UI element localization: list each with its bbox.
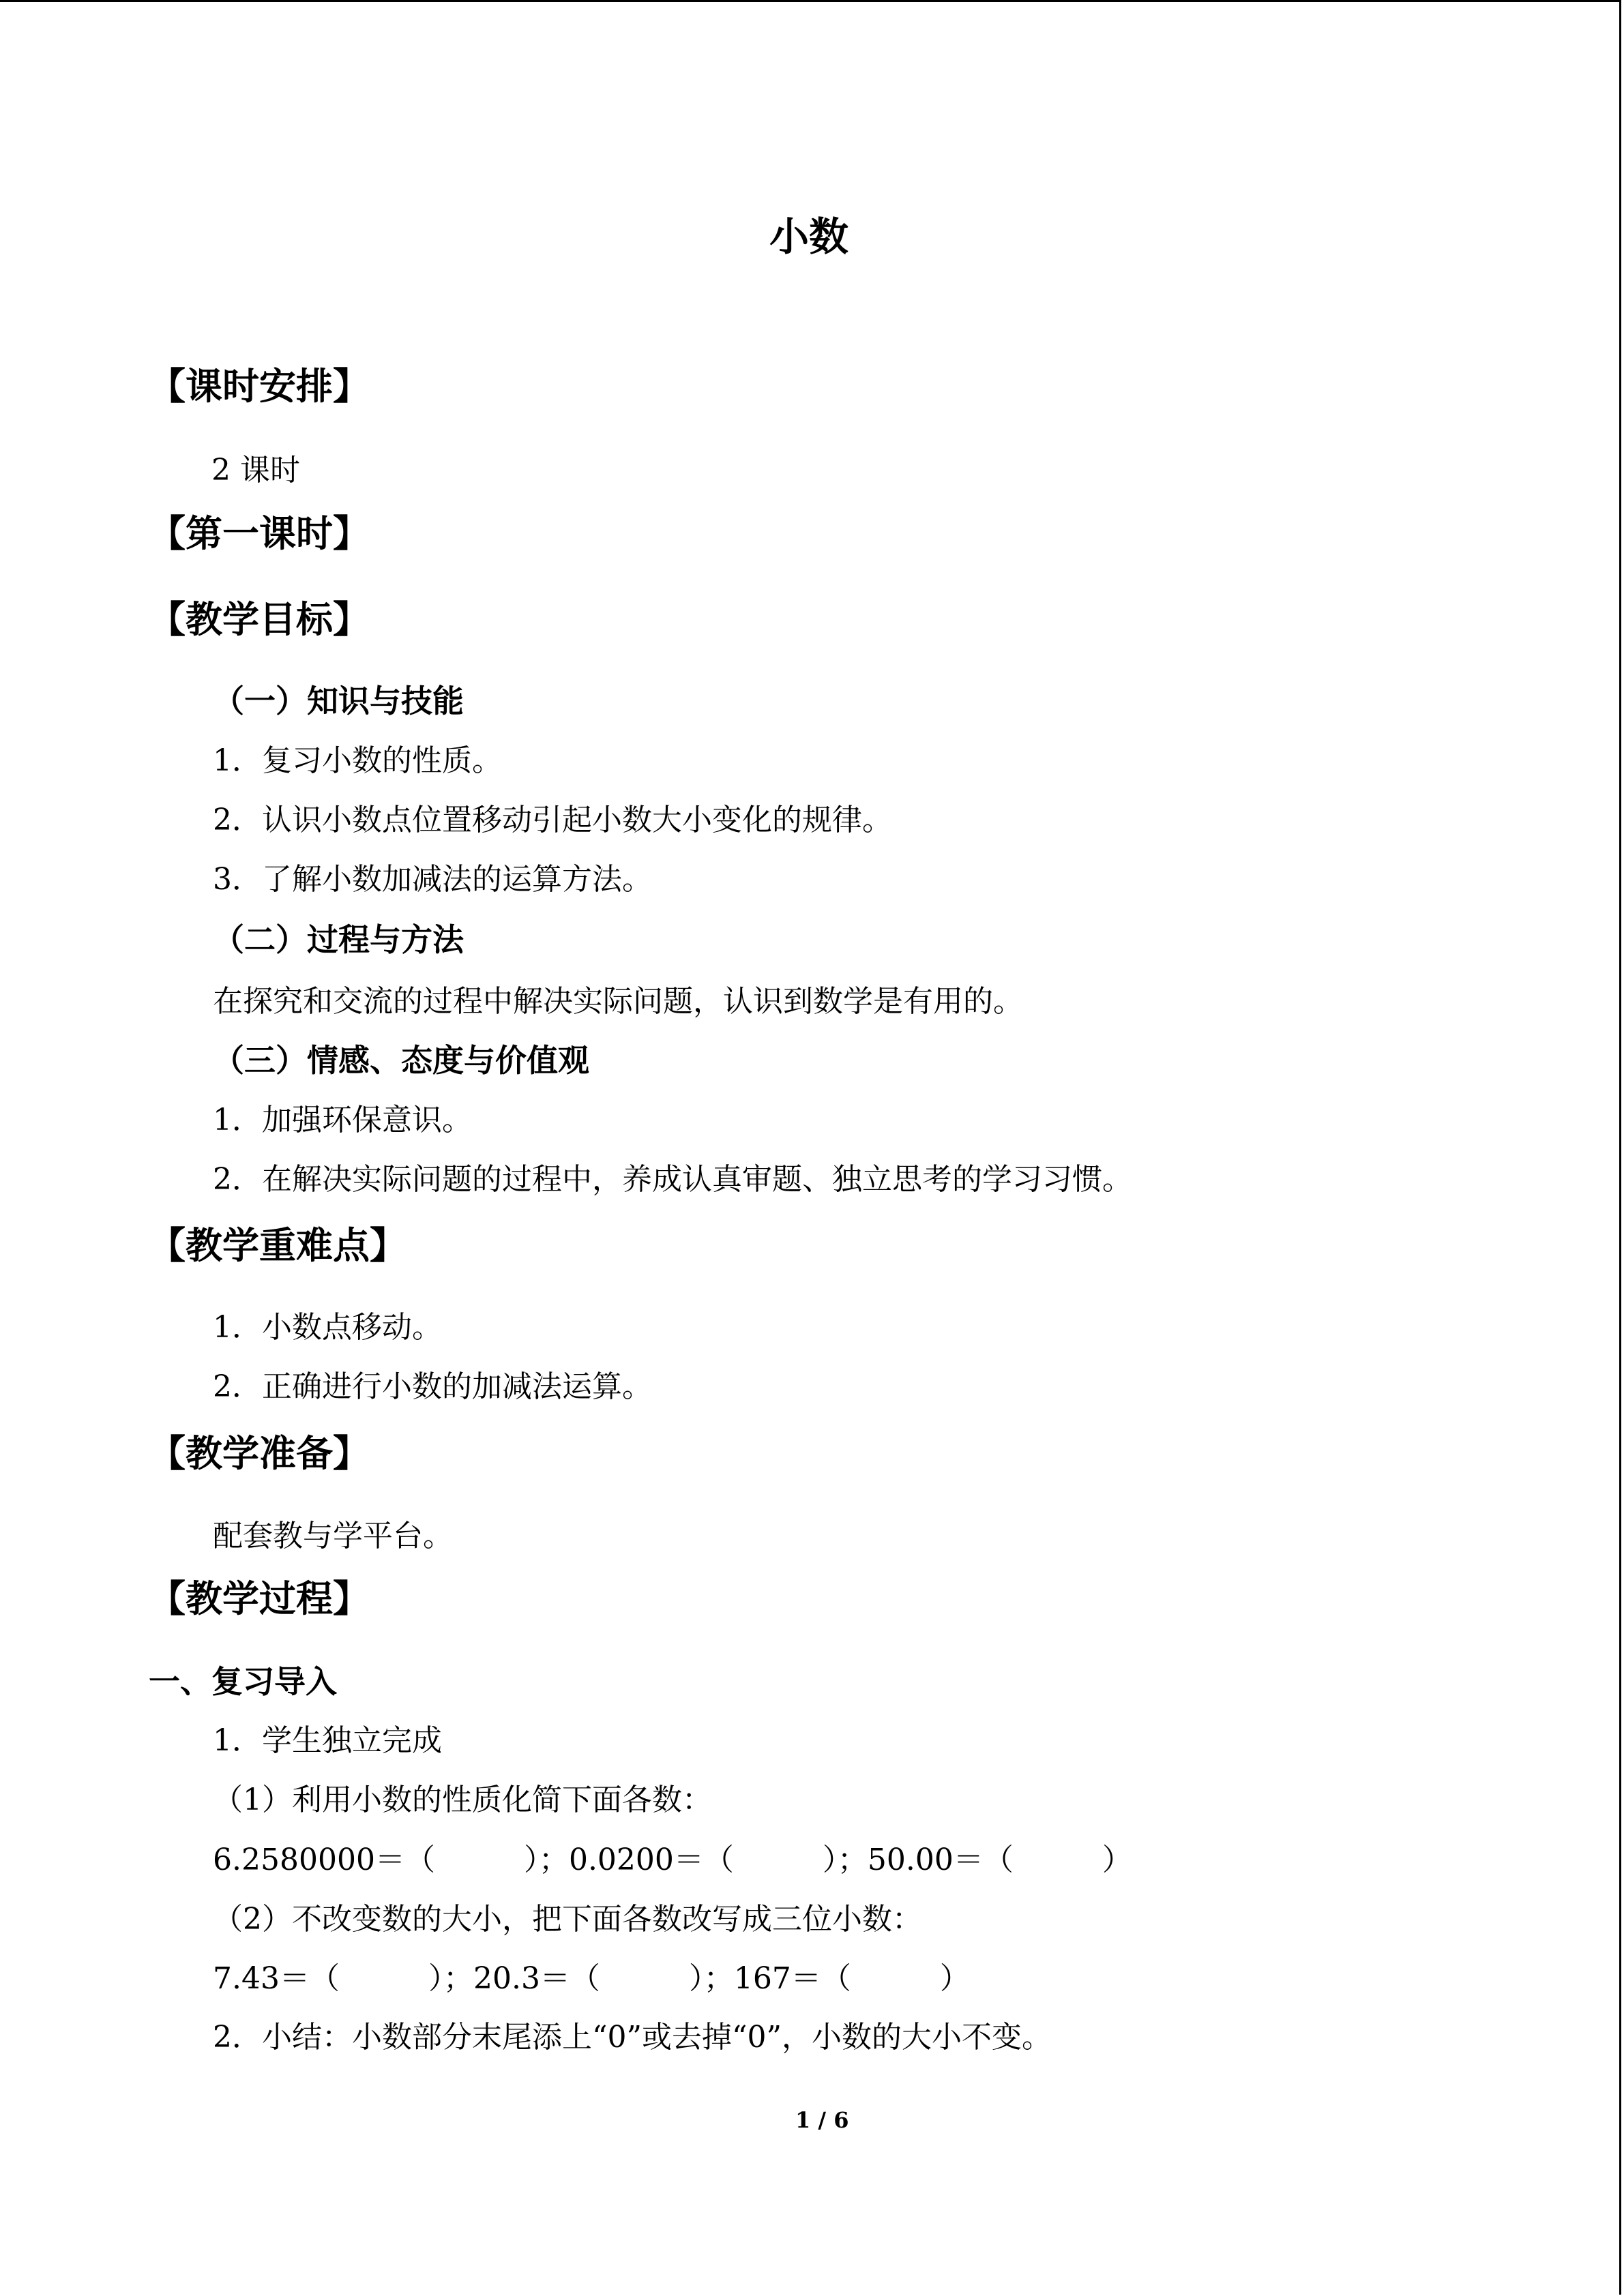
heading-preparation: 【教学准备】 [149,1432,370,1475]
key-point-item: 2．正确进行小数的加减法运算。 [213,1369,652,1404]
expr-part: ）；0.0200＝（ [523,1843,734,1877]
expr-part: ） [1102,1843,1132,1877]
knowledge-item: 1．复习小数的性质。 [213,743,502,778]
question-1-expressions [213,1845,1132,1875]
expr-part: ）；20.3＝（ [428,1961,600,1996]
heading-schedule: 【课时安排】 [149,365,370,408]
key-point-item: 1．小数点移动。 [213,1310,442,1345]
emotion-item: 2．在解决实际问题的过程中，养成认真审题、独立思考的学习习惯。 [213,1162,1132,1197]
summary-text: 2．小结：小数部分末尾添上“0”或去掉“0”，小数的大小不变。 [213,2020,1052,2055]
heading-lesson1: 【第一课时】 [149,512,370,555]
knowledge-item: 2．认识小数点位置移动引起小数大小变化的规律。 [213,803,892,837]
review-item: 1．学生独立完成 [213,1723,442,1758]
page-indicator: 1 / 6 [795,2107,849,2133]
question-2: （2）不改变数的大小，把下面各数改写成三位小数： [213,1902,922,1937]
expr-part: ）；167＝（ [688,1961,851,1996]
heading-objectives: 【教学目标】 [149,598,370,641]
section-heading-review: 一、复习导入 [149,1663,337,1700]
subheading-emotion: （三）情感、态度与价值观 [213,1042,589,1079]
subheading-knowledge: （一）知识与技能 [213,683,464,719]
expr-part: 7.43＝（ [213,1961,340,1996]
process-method-text: 在探究和交流的过程中解决实际问题，认识到数学是有用的。 [213,984,1023,1019]
schedule-value: 2 课时 [211,453,300,488]
document-title: 小数 [769,213,849,260]
emotion-item: 1．加强环保意识。 [213,1103,472,1137]
preparation-text: 配套教与学平台。 [213,1519,453,1553]
question-2-expressions [213,1961,970,1996]
expr-part: ）；50.00＝（ [822,1843,1014,1877]
heading-teaching-process: 【教学过程】 [149,1577,370,1620]
expr-part: 6.2580000＝（ [213,1843,435,1877]
question-1: （1）利用小数的性质化简下面各数： [213,1783,712,1817]
subheading-process-method: （二）过程与方法 [213,921,464,958]
expr-part: ） [939,1961,970,1996]
knowledge-item: 3．了解小数加减法的运算方法。 [213,862,652,897]
heading-key-points: 【教学重难点】 [149,1224,407,1267]
